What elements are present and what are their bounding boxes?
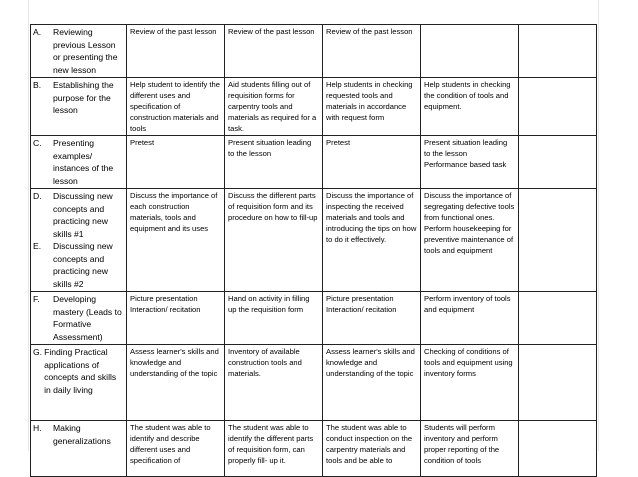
- activity-cell: [421, 421, 519, 477]
- activity-text: Picture presentation: [326, 294, 394, 303]
- activity-cell: [421, 136, 519, 189]
- stage-title: Establishing the purpose for the lesson: [53, 80, 114, 115]
- activity-text: Picture presentation: [130, 294, 198, 303]
- activity-cell: [225, 136, 323, 189]
- procedure-stage: [33, 346, 124, 396]
- procedure-stage: [33, 26, 124, 76]
- procedure-stage-cell: [31, 421, 127, 477]
- table-row: [31, 292, 597, 345]
- activity-cell: [323, 136, 421, 189]
- table-row: [31, 25, 597, 78]
- activity-text: Perform inventory of tools and equipment: [424, 294, 511, 314]
- activity-cell: [225, 292, 323, 345]
- table-row: [31, 189, 597, 292]
- activity-text: Perform housekeeping for preventive maintenance of tools and equipment: [424, 224, 514, 255]
- activity-text: The student was able to identify and describe different uses and specification of: [130, 423, 211, 465]
- activity-cell: [127, 292, 225, 345]
- activity-text: The student was able to conduct inspection on the carpentry materials and tools and be able to: [326, 423, 413, 465]
- procedure-stage: [33, 422, 124, 447]
- stage-title: Discussing new concepts and practicing new skills #2: [53, 241, 113, 289]
- stage-title: Developing mastery (Leads to Formative Assessment): [53, 294, 122, 342]
- activity-cell: [323, 292, 421, 345]
- activity-cell: [421, 345, 519, 421]
- activity-cell: [421, 25, 519, 78]
- stage-letter: E.: [33, 241, 42, 251]
- stage-letter: D.: [33, 191, 42, 201]
- stage-letter: H.: [33, 423, 42, 433]
- procedure-stage: [33, 293, 124, 343]
- activity-text: Discuss the different parts of requisition form and its procedure on how to fill-up: [228, 191, 318, 222]
- page-margin-left: [28, 0, 29, 451]
- activity-cell: [323, 345, 421, 421]
- lesson-plan-body: [31, 25, 597, 477]
- activity-text: Review of the past lesson: [130, 27, 217, 36]
- activity-cell: [421, 78, 519, 136]
- activity-text: Inventory of available construction tools and materials.: [228, 347, 302, 378]
- activity-text: Help students in checking requested tools and materials in accordance with request form: [326, 80, 413, 122]
- stage-title: Reviewing previous Lesson or presenting the new lesson: [53, 27, 118, 75]
- activity-text: Discuss the importance of segregating defective tools from functional ones.: [424, 191, 515, 222]
- activity-text: Discuss the importance of inspecting the received materials and tools and introducing the tips on how to do it effectively.: [326, 191, 417, 244]
- activity-cell: [127, 189, 225, 292]
- activity-text: Help students in checking the condition of tools and equipment.: [424, 80, 511, 111]
- activity-cell: [225, 189, 323, 292]
- procedure-stage-cell: [31, 189, 127, 292]
- activity-text: The student was able to identify the different parts of requisition form, can properly fill- up it.: [228, 423, 314, 465]
- activity-cell: [519, 189, 597, 292]
- activity-cell: [127, 78, 225, 136]
- activity-text: Pretest: [130, 138, 155, 147]
- activity-cell: [323, 25, 421, 78]
- activity-text: Performance based task: [424, 160, 507, 169]
- stage-letter: G.: [33, 347, 43, 357]
- activity-cell: [225, 421, 323, 477]
- stage-title: Finding Practical applications of concepts and skills in daily living: [44, 347, 117, 395]
- stage-title: Presenting examples/ instances of the lesson: [53, 138, 114, 186]
- activity-cell: [519, 421, 597, 477]
- activity-cell: [519, 136, 597, 189]
- stage-letter: B.: [33, 80, 42, 90]
- table-row: [31, 136, 597, 189]
- activity-text: Present situation leading to the lesson: [228, 138, 312, 158]
- stage-letter: F.: [33, 294, 40, 304]
- activity-cell: [519, 25, 597, 78]
- activity-text: Review of the past lesson: [228, 27, 315, 36]
- activity-cell: [127, 345, 225, 421]
- activity-text: Review of the past lesson: [326, 27, 413, 36]
- stage-letter: A.: [33, 27, 42, 37]
- activity-cell: [127, 421, 225, 477]
- activity-cell: [323, 189, 421, 292]
- table-row: [31, 421, 597, 477]
- activity-text: Aid students filling out of requisition forms for carpentry tools and materials as required for a task.: [228, 80, 317, 133]
- procedure-stage-cell: [31, 136, 127, 189]
- procedure-stage-cell: [31, 25, 127, 78]
- procedure-stage: [33, 190, 124, 240]
- activity-cell: [225, 345, 323, 421]
- activity-text: Assess learner's skills and knowledge and understanding of the topic: [130, 347, 219, 378]
- stage-letter: C.: [33, 138, 42, 148]
- activity-text: Interaction/ recitation: [130, 305, 201, 314]
- procedure-stage-cell: [31, 345, 127, 421]
- procedure-stage: [33, 137, 124, 187]
- activity-cell: [225, 78, 323, 136]
- stage-title: Making generalizations: [53, 423, 111, 446]
- stage-title: Discussing new concepts and practicing new skills #1: [53, 191, 113, 239]
- activity-text: Assess learner's skills and knowledge and understanding of the topic: [326, 347, 415, 378]
- procedure-stage: [33, 240, 124, 290]
- activity-cell: [519, 78, 597, 136]
- activity-text: Hand on activity in filling up the requisition form: [228, 294, 310, 314]
- activity-cell: [323, 78, 421, 136]
- procedure-stage-cell: [31, 78, 127, 136]
- activity-cell: [127, 136, 225, 189]
- activity-cell: [127, 25, 225, 78]
- activity-text: Students will perform inventory and perform proper reporting of the condition of tools: [424, 423, 500, 465]
- activity-text: Checking of conditions of tools and equipment using inventory forms: [424, 347, 513, 378]
- activity-text: Interaction/ recitation: [326, 305, 397, 314]
- page-margin-right: [598, 0, 599, 451]
- activity-cell: [225, 25, 323, 78]
- activity-text: Help student to identify the different uses and specification of construction materials and tools: [130, 80, 220, 133]
- table-row: [31, 78, 597, 136]
- procedure-stage: [33, 79, 124, 117]
- activity-text: Discuss the importance of each construction materials, tools and equipment and its uses: [130, 191, 218, 233]
- activity-cell: [519, 345, 597, 421]
- activity-cell: [323, 421, 421, 477]
- activity-text: Pretest: [326, 138, 351, 147]
- activity-cell: [421, 189, 519, 292]
- activity-cell: [421, 292, 519, 345]
- lesson-plan-table: [30, 24, 597, 477]
- activity-cell: [519, 292, 597, 345]
- table-row: [31, 345, 597, 421]
- activity-text: Present situation leading to the lesson: [424, 138, 508, 158]
- procedure-stage-cell: [31, 292, 127, 345]
